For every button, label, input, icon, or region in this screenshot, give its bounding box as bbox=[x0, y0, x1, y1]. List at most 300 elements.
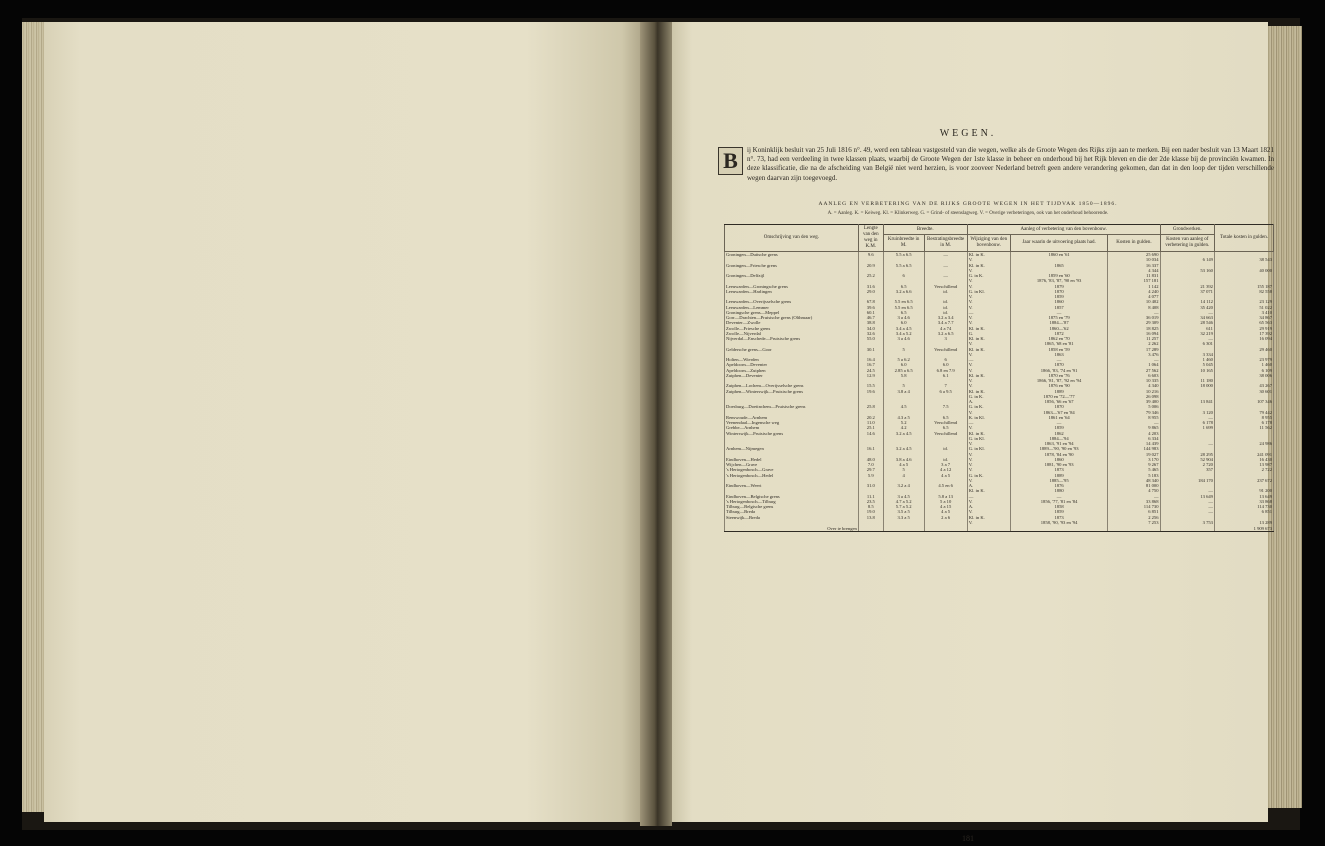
total-cell: 43 267 bbox=[1214, 383, 1273, 388]
length-cell: 11.0 bbox=[858, 420, 883, 425]
header-year: Jaar waarin de uitvoering plaats had. bbox=[1010, 235, 1108, 252]
costs-cell: 17 289 bbox=[1108, 347, 1160, 352]
earthworks-cell: 5 045 bbox=[1160, 362, 1214, 367]
year-cell: 1865, '68 en '81 bbox=[1010, 341, 1108, 346]
paving-width-cell: id. bbox=[924, 310, 967, 315]
earthworks-cell: 6 178 bbox=[1160, 420, 1214, 425]
decorated-initial: B bbox=[718, 147, 743, 175]
paving-width-cell: 4 a 12 bbox=[924, 467, 967, 472]
length-cell: 12.9 bbox=[858, 373, 883, 378]
year-cell: 1870 bbox=[1010, 404, 1108, 409]
length-cell: 25.1 bbox=[858, 425, 883, 430]
year-cell: — bbox=[1010, 310, 1108, 315]
costs-cell: 4 344 bbox=[1108, 268, 1160, 273]
change-type-cell: Kl. in K. bbox=[967, 263, 1010, 268]
costs-cell: 6 603 bbox=[1108, 373, 1160, 378]
route-name-cell: Veenendaal—Ingensche weg bbox=[725, 420, 859, 425]
total-cell: 241 091 bbox=[1214, 452, 1273, 457]
crown-width-cell: 5.5 a 6.5 bbox=[883, 263, 924, 268]
paving-width-cell: id. bbox=[924, 289, 967, 294]
route-name-cell: 's Hertogenbosch—Tilburg bbox=[725, 499, 859, 504]
change-type-cell: Kl. in K. bbox=[967, 373, 1010, 378]
route-name-cell: Groningen—Friesche grens bbox=[725, 263, 859, 268]
length-cell: 32.6 bbox=[858, 331, 883, 336]
earthworks-cell: 18 000 bbox=[1160, 383, 1214, 388]
total-empty-cell bbox=[1160, 525, 1214, 532]
year-cell: — bbox=[1010, 494, 1108, 499]
year-cell: 1876 en '90 bbox=[1010, 383, 1108, 388]
costs-cell: 18 825 bbox=[1108, 326, 1160, 331]
costs-cell: 8 408 bbox=[1108, 305, 1160, 310]
length-cell: 20.2 bbox=[858, 415, 883, 420]
change-type-cell: V. bbox=[967, 499, 1010, 504]
crown-width-cell: 6.0 bbox=[883, 362, 924, 367]
change-type-cell: G. in Kl. bbox=[967, 446, 1010, 451]
crown-width-cell: 4 a 5 bbox=[883, 462, 924, 467]
total-cell: 91 200 bbox=[1214, 488, 1273, 493]
change-type-cell: V. bbox=[967, 368, 1010, 373]
crown-width-cell: 3.8 a 4 bbox=[883, 389, 924, 394]
crown-width-cell: 3 a 4.5 bbox=[883, 494, 924, 499]
year-cell: 1859 bbox=[1010, 294, 1108, 299]
right-page bbox=[668, 22, 1274, 843]
costs-cell: 1 064 bbox=[1108, 362, 1160, 367]
costs-cell: 11 831 bbox=[1108, 273, 1160, 278]
year-cell: 1870 bbox=[1010, 362, 1108, 367]
paving-width-cell: 3 a 7 bbox=[924, 462, 967, 467]
route-name-cell: Apeldoorn—Zutphen bbox=[725, 368, 859, 373]
change-type-cell: Kl. in K. bbox=[967, 326, 1010, 331]
crown-width-cell: 6.0 bbox=[883, 320, 924, 325]
paving-width-cell: 4.5 en 6 bbox=[924, 483, 967, 488]
year-cell: 1865 bbox=[1010, 263, 1108, 268]
paving-width-cell: id. bbox=[924, 446, 967, 451]
total-cell: 24 986 bbox=[1214, 441, 1273, 446]
year-cell: 1860 bbox=[1010, 457, 1108, 462]
total-cell: 38 543 bbox=[1214, 257, 1273, 262]
paving-width-cell: 6.8 en 7.9 bbox=[924, 368, 967, 373]
year-cell: 1860—'62 bbox=[1010, 326, 1108, 331]
earthworks-cell: 52 904 bbox=[1160, 457, 1214, 462]
year-cell: 1870 en '76 bbox=[1010, 373, 1108, 378]
change-type-cell: V. bbox=[967, 378, 1010, 383]
paving-width-cell: 2 a 6 bbox=[924, 515, 967, 520]
earthworks-cell: 2 720 bbox=[1160, 462, 1214, 467]
earthworks-cell: 611 bbox=[1160, 326, 1214, 331]
crown-width-cell: 5.5 en 6.5 bbox=[883, 305, 924, 310]
year-cell: 1863, '91 en '94 bbox=[1010, 441, 1108, 446]
total-cell: 79 442 bbox=[1214, 410, 1273, 415]
total-cell: 40 000 bbox=[1214, 268, 1273, 273]
change-type-cell: V. bbox=[967, 320, 1010, 325]
length-cell: 13.8 bbox=[858, 515, 883, 520]
paving-width-cell: 3 bbox=[924, 336, 967, 341]
earthworks-cell: — bbox=[1160, 415, 1214, 420]
crown-width-cell: 3 a 4.6 bbox=[883, 336, 924, 341]
year-cell: 1859 en '60 bbox=[1010, 273, 1108, 278]
total-cell: 13 987 bbox=[1214, 462, 1273, 467]
total-cell: 23 129 bbox=[1214, 299, 1273, 304]
costs-cell: 10 402 bbox=[1108, 299, 1160, 304]
route-name-cell: Steenwijk—Breda bbox=[725, 515, 859, 520]
header-width: Breedte. bbox=[883, 225, 967, 235]
paving-width-cell: 4 a 5 bbox=[924, 509, 967, 514]
total-cell: 6 178 bbox=[1214, 420, 1273, 425]
change-type-cell: — bbox=[967, 420, 1010, 425]
length-cell: 16.4 bbox=[858, 357, 883, 362]
total-empty-cell bbox=[1010, 525, 1108, 532]
length-cell: 67.8 bbox=[858, 299, 883, 304]
earthworks-cell: 3 120 bbox=[1160, 410, 1214, 415]
earthworks-cell: — bbox=[1160, 488, 1214, 493]
length-cell: 16.1 bbox=[858, 446, 883, 451]
total-cell: 17 392 bbox=[1214, 331, 1273, 336]
costs-cell: 10 216 bbox=[1108, 389, 1160, 394]
costs-cell: 4 240 bbox=[1108, 289, 1160, 294]
costs-cell: — bbox=[1108, 494, 1160, 499]
change-type-cell: V. bbox=[967, 441, 1010, 446]
costs-cell: 81 000 bbox=[1108, 483, 1160, 488]
route-name-cell: 's Hertogenbosch—Grave bbox=[725, 467, 859, 472]
year-cell: — bbox=[1010, 357, 1108, 362]
costs-cell: 36 019 bbox=[1108, 315, 1160, 320]
total-cell: 107 346 bbox=[1214, 399, 1273, 404]
costs-cell: 3 476 bbox=[1108, 352, 1160, 357]
year-cell: 1884—'94 bbox=[1010, 436, 1108, 441]
year-cell: 1863—'67 en '84 bbox=[1010, 410, 1108, 415]
route-name-cell: Leeuwarden—Groningsche grens bbox=[725, 284, 859, 289]
left-page-edges bbox=[22, 22, 46, 812]
costs-cell: 2 262 bbox=[1108, 341, 1160, 346]
change-type-cell: V. bbox=[967, 341, 1010, 346]
route-name-cell: Eindhoven—Hedel bbox=[725, 457, 859, 462]
change-type-cell: V. bbox=[967, 294, 1010, 299]
earthworks-cell: 11 180 bbox=[1160, 378, 1214, 383]
total-empty-cell bbox=[967, 525, 1010, 532]
crown-width-cell: 4.7 a 5.2 bbox=[883, 499, 924, 504]
change-type-cell: K. in Kl. bbox=[967, 415, 1010, 420]
earthworks-cell: 357 bbox=[1160, 467, 1214, 472]
route-name-cell: Zwolle—Friesche grens bbox=[725, 326, 859, 331]
book-gutter bbox=[640, 22, 672, 826]
earthworks-cell: — bbox=[1160, 504, 1214, 509]
change-type-cell: G. in K. bbox=[967, 473, 1010, 478]
header-earthworks-costs: Kosten van aanleg of verbetering in gulden. bbox=[1160, 235, 1214, 252]
route-name-cell: Holten—Wierden bbox=[725, 357, 859, 362]
route-name-cell: Grebbe—Arnhem bbox=[725, 425, 859, 430]
length-cell: 20.9 bbox=[858, 263, 883, 268]
change-type-cell: V. bbox=[967, 362, 1010, 367]
length-cell: 55.0 bbox=[858, 336, 883, 341]
year-cell: 1889 bbox=[1010, 389, 1108, 394]
costs-cell: 10 335 bbox=[1108, 378, 1160, 383]
change-type-cell: V. bbox=[967, 509, 1010, 514]
costs-cell: 5 465 bbox=[1108, 467, 1160, 472]
change-type-cell: Kl. in K. bbox=[967, 252, 1010, 258]
paving-width-cell: id. bbox=[924, 457, 967, 462]
costs-cell: 157 181 bbox=[1108, 278, 1160, 283]
total-cell: 29 919 bbox=[1214, 326, 1273, 331]
roads-table-body bbox=[725, 252, 1274, 532]
costs-cell: 29 309 bbox=[1108, 320, 1160, 325]
total-cell: 51 022 bbox=[1214, 305, 1273, 310]
length-cell: 25.2 bbox=[858, 273, 883, 278]
route-name-cell: Leeuwarden—Harlingen bbox=[725, 289, 859, 294]
paving-width-cell: 6.0 bbox=[924, 362, 967, 367]
crown-width-cell: 5 bbox=[883, 383, 924, 388]
paving-width-cell: 3.2 a 3.4 bbox=[924, 315, 967, 320]
header-costs: Kosten in gulden. bbox=[1108, 235, 1160, 252]
year-cell: 1858, '90, '93 en '94 bbox=[1010, 520, 1108, 525]
change-type-cell: — bbox=[967, 494, 1010, 499]
length-cell: 15.5 bbox=[858, 383, 883, 388]
route-name-cell: Groningen—Delfzijl bbox=[725, 273, 859, 278]
total-empty-cell bbox=[883, 525, 924, 532]
change-type-cell: Kl. in K. bbox=[967, 431, 1010, 436]
header-change: Wijziging van den bovenbouw. bbox=[967, 235, 1010, 252]
change-type-cell: G. bbox=[967, 331, 1010, 336]
costs-cell: 5 006 bbox=[1108, 404, 1160, 409]
change-type-cell: V. bbox=[967, 305, 1010, 310]
paving-width-cell: Verschillend bbox=[924, 284, 967, 289]
earthworks-cell: — bbox=[1160, 441, 1214, 446]
year-cell: 1860 bbox=[1010, 299, 1108, 304]
paving-width-cell: 3.2 a 6.5 bbox=[924, 331, 967, 336]
change-type-cell: V. bbox=[967, 352, 1010, 357]
costs-cell: — bbox=[1108, 357, 1160, 362]
header-route: Omschrijving van den weg. bbox=[725, 225, 859, 252]
page-heading: WEGEN. bbox=[939, 128, 997, 139]
earthworks-cell: 3 334 bbox=[1160, 352, 1214, 357]
route-name-cell: Zutphen—Winterswijk—Pruisische grens bbox=[725, 389, 859, 394]
length-cell: 39.6 bbox=[858, 305, 883, 310]
crown-width-cell: 3.2 a 4.5 bbox=[883, 431, 924, 436]
total-cell: 1 460 bbox=[1214, 362, 1273, 367]
crown-width-cell: 4.2 bbox=[883, 425, 924, 430]
route-name-cell: Nijverdal—Enschede—Pruisische grens bbox=[725, 336, 859, 341]
crown-width-cell: 3.2 a 4.5 bbox=[883, 446, 924, 451]
crown-width-cell: 3.4 a 5.2 bbox=[883, 331, 924, 336]
route-name-cell: Leeuwarden—Overijsselsche grens bbox=[725, 299, 859, 304]
length-cell: 23.5 bbox=[858, 499, 883, 504]
crown-width-cell: 3.2 a 4 bbox=[883, 483, 924, 488]
change-type-cell: G. in Kl. bbox=[967, 289, 1010, 294]
change-type-cell: G. in K. bbox=[967, 394, 1010, 399]
length-cell: 34.0 bbox=[858, 326, 883, 331]
year-cell: 1876 bbox=[1010, 483, 1108, 488]
total-label: Over te brengen bbox=[725, 525, 859, 532]
paving-width-cell: 4 a 74 bbox=[924, 326, 967, 331]
total-cell: 30 601 bbox=[1214, 389, 1273, 394]
length-cell: 29.0 bbox=[858, 289, 883, 294]
length-cell: 9.6 bbox=[858, 252, 883, 258]
route-name-cell: Zutphen—Lochem—Overijsselsche grens bbox=[725, 383, 859, 388]
costs-cell: 14 439 bbox=[1108, 441, 1160, 446]
year-cell: 1884—'87 bbox=[1010, 320, 1108, 325]
crown-width-cell: 3.5 a 5 bbox=[883, 509, 924, 514]
change-type-cell: V. bbox=[967, 278, 1010, 283]
change-type-cell: V. bbox=[967, 425, 1010, 430]
costs-cell: 8 955 bbox=[1108, 415, 1160, 420]
earthworks-cell: 53 160 bbox=[1160, 268, 1214, 273]
costs-cell: 16 094 bbox=[1108, 331, 1160, 336]
crown-width-cell: 5 a 6.2 bbox=[883, 357, 924, 362]
costs-cell: 48 340 bbox=[1108, 478, 1160, 483]
earthworks-cell: 13 649 bbox=[1160, 494, 1214, 499]
change-type-cell: V. bbox=[967, 467, 1010, 472]
header-earthworks: Grondwerken. bbox=[1160, 225, 1214, 235]
crown-width-cell: 5 bbox=[883, 467, 924, 472]
year-cell: 1880 bbox=[1010, 488, 1108, 493]
change-type-cell: V. bbox=[967, 383, 1010, 388]
total-cell: 82 558 bbox=[1214, 289, 1273, 294]
paving-width-cell: 4 a 15 bbox=[924, 504, 967, 509]
length-cell: 31.0 bbox=[858, 483, 883, 488]
paving-width-cell: 7.5 bbox=[924, 404, 967, 409]
length-cell: 11.1 bbox=[858, 494, 883, 499]
costs-cell: 9 865 bbox=[1108, 425, 1160, 430]
paving-width-cell: — bbox=[924, 263, 967, 268]
route-name-cell: Groningsche grens—Meppel bbox=[725, 310, 859, 315]
crown-width-cell: 3.4 a 4.5 bbox=[883, 326, 924, 331]
intro-paragraph bbox=[718, 146, 1274, 183]
crown-width-cell: 3.3 a 5 bbox=[883, 515, 924, 520]
costs-cell: 4 203 bbox=[1108, 431, 1160, 436]
costs-cell: 4 077 bbox=[1108, 294, 1160, 299]
costs-cell: 25 690 bbox=[1108, 252, 1160, 258]
costs-cell: 4 750 bbox=[1108, 488, 1160, 493]
change-type-cell: V. bbox=[967, 410, 1010, 415]
earthworks-cell: 21 392 bbox=[1160, 284, 1214, 289]
costs-cell: 4 340 bbox=[1108, 383, 1160, 388]
change-type-cell: Kl. in K. bbox=[967, 336, 1010, 341]
length-cell: 14.6 bbox=[858, 431, 883, 436]
total-cell: 34 867 bbox=[1214, 315, 1273, 320]
intro-text: ij Koninklijk besluit van 25 Juli 1816 n°. 49, werd een tableau vastgesteld van die wegen, welke als de Groote Wegen des Rijks zijn aan te merken. Bij een nader besluit van 13 Maart 1821 n°. 73, had een verdeeling in twee klassen plaats, waarbij de Groote Wegen der 1ste klasse in beheer en onderhoud bij het Rijk bleven en die der 2de klasse bij de provinciën kwamen. In deze klassificatie, die na de afscheiding van België niet werd herzien, is voor zooveer Nederland betreft geen andere verandering gekomen, dan dat in den loop der tijden verschillende wegen daarvan zijn toegevoegd. bbox=[747, 146, 1274, 182]
change-type-cell: V. bbox=[967, 299, 1010, 304]
change-type-cell: V. bbox=[967, 462, 1010, 467]
costs-cell: 33 868 bbox=[1108, 499, 1160, 504]
length-cell: 7.0 bbox=[858, 462, 883, 467]
costs-cell: 144 983 bbox=[1108, 446, 1160, 451]
total-cell: 13 289 bbox=[1214, 520, 1273, 525]
length-cell: 30.1 bbox=[858, 347, 883, 352]
earthworks-cell: — bbox=[1160, 509, 1214, 514]
costs-cell: 27 562 bbox=[1108, 368, 1160, 373]
length-cell: 46.7 bbox=[858, 315, 883, 320]
route-name-cell: Zutphen—Deventer bbox=[725, 373, 859, 378]
costs-cell: 6 851 bbox=[1108, 509, 1160, 514]
crown-width-cell: 3.8 a 4.6 bbox=[883, 457, 924, 462]
year-cell: 1879 bbox=[1010, 284, 1108, 289]
route-name-cell: Renswoude—Arnhem bbox=[725, 415, 859, 420]
length-cell: 60.1 bbox=[858, 310, 883, 315]
header-length: Lengte van den weg in K.M. bbox=[858, 225, 883, 252]
paving-width-cell: 6.5 bbox=[924, 415, 967, 420]
total-cell: 23 979 bbox=[1214, 357, 1273, 362]
costs-cell: 11 257 bbox=[1108, 336, 1160, 341]
crown-width-cell: 5 bbox=[883, 347, 924, 352]
total-cell: 16 094 bbox=[1214, 336, 1273, 341]
costs-cell: 5 183 bbox=[1108, 473, 1160, 478]
change-type-cell: V. bbox=[967, 315, 1010, 320]
total-cell: 237 672 bbox=[1214, 478, 1273, 483]
total-cell: 13 649 bbox=[1214, 494, 1273, 499]
earthworks-cell: 28 295 bbox=[1160, 452, 1214, 457]
total-value: 1 909 673 bbox=[1214, 525, 1273, 532]
change-type-cell: V. bbox=[967, 478, 1010, 483]
costs-cell: — bbox=[1108, 420, 1160, 425]
costs-cell: 3 170 bbox=[1108, 457, 1160, 462]
crown-width-cell: 6.5 bbox=[883, 310, 924, 315]
year-cell: 1878, '84 en '90 bbox=[1010, 452, 1108, 457]
page-number: 181 bbox=[962, 834, 974, 843]
year-cell: 1889 bbox=[1010, 473, 1108, 478]
change-type-cell: G. in Kl. bbox=[967, 436, 1010, 441]
crown-width-cell: 5.7 a 5.2 bbox=[883, 504, 924, 509]
total-cell: 29 460 bbox=[1214, 347, 1273, 352]
year-cell: 1858 en '59 bbox=[1010, 347, 1108, 352]
length-cell: 48.0 bbox=[858, 457, 883, 462]
change-type-cell: Kl. in K. bbox=[967, 515, 1010, 520]
year-cell: 1875 en '79 bbox=[1010, 315, 1108, 320]
paving-width-cell: 5.8 a 13 bbox=[924, 494, 967, 499]
year-cell: 1866, '83, '74 en '91 bbox=[1010, 368, 1108, 373]
table-legend: A. = Aanleg. K. = Keiweg. Kl. = Klinkerweg. G. = Grind- of steenslagweg. V. = Overige verbeteringen, ook van het onderhoud behoorende. bbox=[827, 211, 1109, 216]
total-empty-cell bbox=[1108, 525, 1160, 532]
route-name-cell: Winterswijk—Pruisische grens bbox=[725, 431, 859, 436]
earthworks-cell: 1 460 bbox=[1160, 357, 1214, 362]
total-empty-cell bbox=[858, 525, 883, 532]
year-cell: 1866, '81, '87, '92 en '94 bbox=[1010, 378, 1108, 383]
paving-width-cell: — bbox=[924, 273, 967, 278]
year-cell: 1856, '66 en '67 bbox=[1010, 399, 1108, 404]
paving-width-cell: 4 a 5 bbox=[924, 473, 967, 478]
route-name-cell: Wijchen—Grave bbox=[725, 462, 859, 467]
paving-width-cell: id. bbox=[924, 305, 967, 310]
crown-width-cell: 5.2 bbox=[883, 420, 924, 425]
year-cell: 1889—'90, '90 en '93 bbox=[1010, 446, 1108, 451]
paving-width-cell: — bbox=[924, 252, 967, 258]
total-empty-cell bbox=[924, 525, 967, 532]
costs-cell: 7 253 bbox=[1108, 520, 1160, 525]
earthworks-cell: 32 219 bbox=[1160, 331, 1214, 336]
paving-width-cell: Verschillend bbox=[924, 431, 967, 436]
route-name-cell: Doesburg—Doetinchem—Pruisische grens bbox=[725, 404, 859, 409]
paving-width-cell: 6.5 bbox=[924, 425, 967, 430]
crown-width-cell: 2.85 a 6.5 bbox=[883, 368, 924, 373]
crown-width-cell: 5.5 en 6.5 bbox=[883, 299, 924, 304]
crown-width-cell: 5.5 a 6.5 bbox=[883, 252, 924, 258]
costs-cell: 1 142 bbox=[1108, 284, 1160, 289]
route-name-cell: Tilburg—Breda bbox=[725, 509, 859, 514]
paving-width-cell: 6 bbox=[924, 357, 967, 362]
earthworks-cell: — bbox=[1160, 336, 1214, 341]
total-cell: 155 187 bbox=[1214, 284, 1273, 289]
total-row bbox=[725, 525, 1274, 532]
year-cell: 1881, '90 en '93 bbox=[1010, 462, 1108, 467]
earthworks-cell: 184 170 bbox=[1160, 478, 1214, 483]
earthworks-cell: 10 165 bbox=[1160, 368, 1214, 373]
length-cell: 25.8 bbox=[858, 404, 883, 409]
route-name-cell: Eindhoven—Weert bbox=[725, 483, 859, 488]
year-cell: 1876, '83, '87, '90 en '93 bbox=[1010, 278, 1108, 283]
year-cell: 1857 bbox=[1010, 305, 1108, 310]
earthworks-cell: 35 420 bbox=[1160, 305, 1214, 310]
year-cell: 1862 en '70 bbox=[1010, 336, 1108, 341]
costs-cell: 26 098 bbox=[1108, 394, 1160, 399]
change-type-cell: G. in K. bbox=[967, 404, 1010, 409]
